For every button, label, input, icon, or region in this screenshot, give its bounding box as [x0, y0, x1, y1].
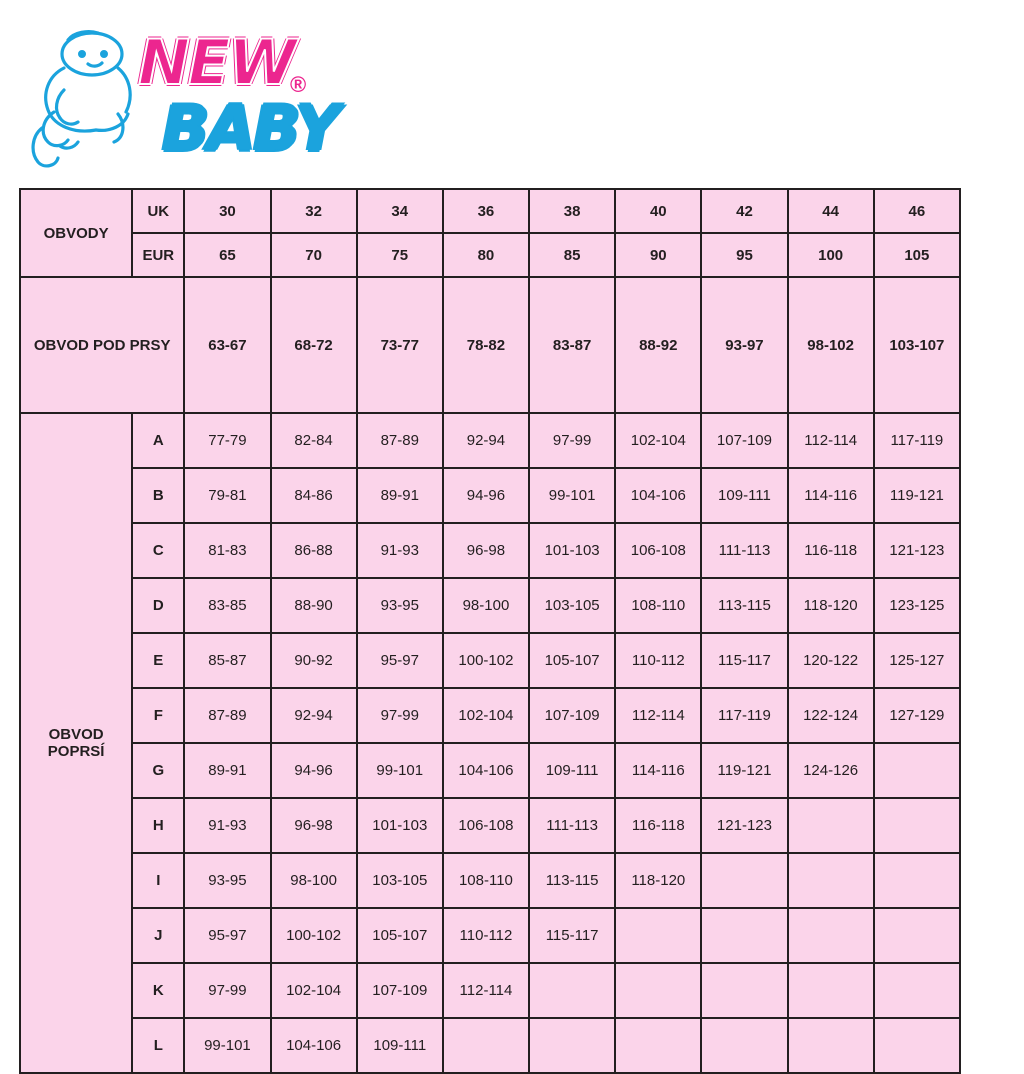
- table-row-under-bust: [20, 277, 960, 413]
- cup-d-8: 123-125: [874, 578, 960, 633]
- cup-d-1: 88-90: [271, 578, 357, 633]
- brand-word-new: NEW: [138, 26, 295, 99]
- registered-mark: ®: [290, 72, 307, 97]
- uk-size-2: 34: [357, 189, 443, 233]
- cup-i-5: 118-120: [615, 853, 701, 908]
- cup-e-3: 100-102: [443, 633, 529, 688]
- cup-c-8: 121-123: [874, 523, 960, 578]
- cup-e-0: 85-87: [184, 633, 270, 688]
- table-row-cup-l: [20, 1018, 960, 1073]
- cup-d-2: 93-95: [357, 578, 443, 633]
- row-label-bust: OBVOD POPRSÍ: [20, 413, 132, 1073]
- cup-k-5-empty: [615, 963, 701, 1018]
- eur-size-5: 90: [615, 233, 701, 277]
- under-bust-2: 73-77: [357, 277, 443, 413]
- cup-e-7: 120-122: [788, 633, 874, 688]
- cup-letter-a: A: [132, 413, 184, 468]
- under-bust-3: 78-82: [443, 277, 529, 413]
- uk-size-8: 46: [874, 189, 960, 233]
- cup-letter-f: F: [132, 688, 184, 743]
- cup-g-2: 99-101: [357, 743, 443, 798]
- cup-l-5-empty: [615, 1018, 701, 1073]
- cup-b-3: 94-96: [443, 468, 529, 523]
- cup-h-3: 106-108: [443, 798, 529, 853]
- cup-a-8: 117-119: [874, 413, 960, 468]
- cup-c-4: 101-103: [529, 523, 615, 578]
- row-label-under-bust: OBVOD POD PRSY: [20, 277, 184, 413]
- cup-f-1: 92-94: [271, 688, 357, 743]
- cup-letter-e: E: [132, 633, 184, 688]
- table-row-cup-e: [20, 633, 960, 688]
- under-bust-8: 103-107: [874, 277, 960, 413]
- cup-c-0: 81-83: [184, 523, 270, 578]
- cup-g-3: 104-106: [443, 743, 529, 798]
- uk-size-4: 38: [529, 189, 615, 233]
- table-row-eur: [20, 233, 960, 277]
- cup-b-8: 119-121: [874, 468, 960, 523]
- cup-i-0: 93-95: [184, 853, 270, 908]
- cup-f-5: 112-114: [615, 688, 701, 743]
- cup-k-1: 102-104: [271, 963, 357, 1018]
- under-bust-5: 88-92: [615, 277, 701, 413]
- cup-f-2: 97-99: [357, 688, 443, 743]
- cup-h-5: 116-118: [615, 798, 701, 853]
- cup-b-7: 114-116: [788, 468, 874, 523]
- table-row-cup-i: [20, 853, 960, 908]
- cup-h-0: 91-93: [184, 798, 270, 853]
- eur-size-0: 65: [184, 233, 270, 277]
- eur-size-8: 105: [874, 233, 960, 277]
- cup-l-0: 99-101: [184, 1018, 270, 1073]
- cup-letter-j: J: [132, 908, 184, 963]
- cup-a-3: 92-94: [443, 413, 529, 468]
- cup-h-8-empty: [874, 798, 960, 853]
- cup-k-3: 112-114: [443, 963, 529, 1018]
- table-row-cup-g: [20, 743, 960, 798]
- cup-f-8: 127-129: [874, 688, 960, 743]
- cup-h-4: 111-113: [529, 798, 615, 853]
- unit-label-eur: EUR: [132, 233, 184, 277]
- cup-a-5: 102-104: [615, 413, 701, 468]
- eur-size-6: 95: [701, 233, 787, 277]
- cup-f-4: 107-109: [529, 688, 615, 743]
- table-row-cup-b: [20, 468, 960, 523]
- uk-size-0: 30: [184, 189, 270, 233]
- cup-c-5: 106-108: [615, 523, 701, 578]
- cup-g-6: 119-121: [701, 743, 787, 798]
- cup-b-4: 99-101: [529, 468, 615, 523]
- brand-logo: [18, 24, 438, 174]
- cup-letter-b: B: [132, 468, 184, 523]
- table-row-cup-j: [20, 908, 960, 963]
- uk-size-1: 32: [271, 189, 357, 233]
- cup-l-8-empty: [874, 1018, 960, 1073]
- cup-k-0: 97-99: [184, 963, 270, 1018]
- cup-k-2: 107-109: [357, 963, 443, 1018]
- cup-i-4: 113-115: [529, 853, 615, 908]
- cup-b-1: 84-86: [271, 468, 357, 523]
- table-row-cup-h: [20, 798, 960, 853]
- cup-h-1: 96-98: [271, 798, 357, 853]
- eur-size-7: 100: [788, 233, 874, 277]
- cup-i-8-empty: [874, 853, 960, 908]
- cup-g-8-empty: [874, 743, 960, 798]
- cup-j-2: 105-107: [357, 908, 443, 963]
- cup-i-6-empty: [701, 853, 787, 908]
- size-chart: [19, 188, 961, 1074]
- under-bust-1: 68-72: [271, 277, 357, 413]
- cup-e-2: 95-97: [357, 633, 443, 688]
- cup-e-8: 125-127: [874, 633, 960, 688]
- cup-g-1: 94-96: [271, 743, 357, 798]
- cup-b-5: 104-106: [615, 468, 701, 523]
- cup-c-3: 96-98: [443, 523, 529, 578]
- table-row-cup-k: [20, 963, 960, 1018]
- cup-b-2: 89-91: [357, 468, 443, 523]
- uk-size-5: 40: [615, 189, 701, 233]
- uk-size-6: 42: [701, 189, 787, 233]
- cup-a-4: 97-99: [529, 413, 615, 468]
- cup-e-5: 110-112: [615, 633, 701, 688]
- cup-j-7-empty: [788, 908, 874, 963]
- under-bust-0: 63-67: [184, 277, 270, 413]
- brand-word-baby: BABY: [162, 92, 339, 165]
- cup-j-0: 95-97: [184, 908, 270, 963]
- cup-b-6: 109-111: [701, 468, 787, 523]
- table-row-cup-d: [20, 578, 960, 633]
- cup-letter-k: K: [132, 963, 184, 1018]
- cup-f-6: 117-119: [701, 688, 787, 743]
- table-row-uk: [20, 189, 960, 233]
- unit-label-uk: UK: [132, 189, 184, 233]
- cup-g-4: 109-111: [529, 743, 615, 798]
- baby-outline-icon: [18, 28, 154, 168]
- under-bust-4: 83-87: [529, 277, 615, 413]
- cup-d-3: 98-100: [443, 578, 529, 633]
- cup-letter-g: G: [132, 743, 184, 798]
- row-label-circumference: OBVODY: [20, 189, 132, 277]
- cup-k-4-empty: [529, 963, 615, 1018]
- cup-j-1: 100-102: [271, 908, 357, 963]
- cup-l-6-empty: [701, 1018, 787, 1073]
- table-row-cup-f: [20, 688, 960, 743]
- cup-a-1: 82-84: [271, 413, 357, 468]
- cup-a-6: 107-109: [701, 413, 787, 468]
- cup-h-6: 121-123: [701, 798, 787, 853]
- eur-size-3: 80: [443, 233, 529, 277]
- cup-letter-c: C: [132, 523, 184, 578]
- cup-h-2: 101-103: [357, 798, 443, 853]
- cup-j-6-empty: [701, 908, 787, 963]
- cup-f-7: 122-124: [788, 688, 874, 743]
- cup-l-7-empty: [788, 1018, 874, 1073]
- cup-g-0: 89-91: [184, 743, 270, 798]
- cup-i-1: 98-100: [271, 853, 357, 908]
- uk-size-7: 44: [788, 189, 874, 233]
- cup-k-6-empty: [701, 963, 787, 1018]
- cup-letter-i: I: [132, 853, 184, 908]
- cup-letter-h: H: [132, 798, 184, 853]
- cup-c-6: 111-113: [701, 523, 787, 578]
- cup-g-5: 114-116: [615, 743, 701, 798]
- cup-e-1: 90-92: [271, 633, 357, 688]
- cup-b-0: 79-81: [184, 468, 270, 523]
- cup-c-2: 91-93: [357, 523, 443, 578]
- cup-j-4: 115-117: [529, 908, 615, 963]
- cup-i-2: 103-105: [357, 853, 443, 908]
- cup-a-0: 77-79: [184, 413, 270, 468]
- cup-c-1: 86-88: [271, 523, 357, 578]
- cup-i-7-empty: [788, 853, 874, 908]
- table-row-cup-a: [20, 413, 960, 468]
- cup-k-7-empty: [788, 963, 874, 1018]
- cup-j-3: 110-112: [443, 908, 529, 963]
- cup-letter-l: L: [132, 1018, 184, 1073]
- table-row-cup-c: [20, 523, 960, 578]
- cup-a-2: 87-89: [357, 413, 443, 468]
- cup-d-5: 108-110: [615, 578, 701, 633]
- cup-l-4-empty: [529, 1018, 615, 1073]
- cup-h-7-empty: [788, 798, 874, 853]
- under-bust-6: 93-97: [701, 277, 787, 413]
- cup-e-4: 105-107: [529, 633, 615, 688]
- uk-size-3: 36: [443, 189, 529, 233]
- cup-g-7: 124-126: [788, 743, 874, 798]
- cup-d-0: 83-85: [184, 578, 270, 633]
- cup-l-2: 109-111: [357, 1018, 443, 1073]
- size-table: [19, 188, 961, 1074]
- cup-i-3: 108-110: [443, 853, 529, 908]
- eur-size-2: 75: [357, 233, 443, 277]
- cup-e-6: 115-117: [701, 633, 787, 688]
- cup-k-8-empty: [874, 963, 960, 1018]
- cup-d-4: 103-105: [529, 578, 615, 633]
- cup-f-0: 87-89: [184, 688, 270, 743]
- cup-d-6: 113-115: [701, 578, 787, 633]
- cup-f-3: 102-104: [443, 688, 529, 743]
- under-bust-7: 98-102: [788, 277, 874, 413]
- brand-wordmark: [138, 26, 438, 175]
- cup-c-7: 116-118: [788, 523, 874, 578]
- cup-j-8-empty: [874, 908, 960, 963]
- cup-l-1: 104-106: [271, 1018, 357, 1073]
- cup-l-3-empty: [443, 1018, 529, 1073]
- cup-j-5-empty: [615, 908, 701, 963]
- cup-a-7: 112-114: [788, 413, 874, 468]
- eur-size-1: 70: [271, 233, 357, 277]
- cup-letter-d: D: [132, 578, 184, 633]
- cup-d-7: 118-120: [788, 578, 874, 633]
- eur-size-4: 85: [529, 233, 615, 277]
